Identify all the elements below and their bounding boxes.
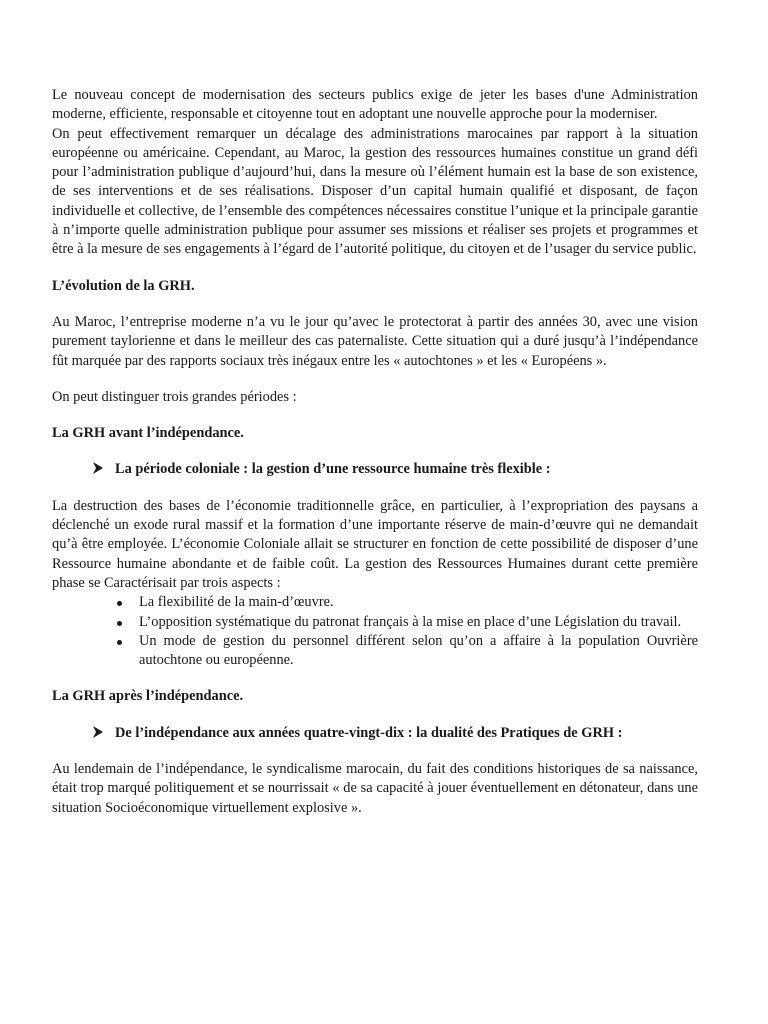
subheading-text: De l’indépendance aux années quatre-vingt-dix : la dualité des Pratiques de GRH :	[115, 724, 623, 741]
heading-grh-apres-independance: La GRH après l’indépendance.	[52, 688, 244, 705]
arrowhead-bullet-icon	[92, 725, 115, 737]
list-item	[139, 632, 698, 671]
periode-coloniale-paragraph: La destruction des bases de l’économie traditionnelle grâce, en particulier, à l’expropriation des paysans a déclenché un exode rural massif et la formation d’une importante réserve de main-d’œuvre qui ne demandait qu’à être employée. L’économie Coloniale allait se structurer en fonction de cette possibilité de disposer d’une Ressource humaine abondante et de faible coût. La gestion des Ressources Humaines durant cette première phase se Caractérisait par trois aspects :	[52, 497, 698, 591]
subheading-text: La période coloniale : la gestion d’une ressource humaine très flexible :	[115, 461, 551, 478]
round-bullet-icon	[117, 621, 122, 626]
evolution-paragraph-1: Au Maroc, l’entreprise moderne n’a vu le jour qu’avec le protectorat à partir des années 30, avec une vision purement taylorienne et dans le meilleur des cas paternaliste. Cette situation qui a duré jusqu’à l’indépendance fût marquée par des rapports sociaux très inégaux entre les « autochtones » et les « Européens ».	[52, 313, 698, 369]
list-item-text: Un mode de gestion du personnel différent selon qu’on a affaire à la population Ouvrière autochtone ou européenne.	[139, 632, 698, 669]
list-item	[139, 593, 698, 612]
evolution-paragraph-2: On peut distinguer trois grandes périodes :	[52, 388, 297, 405]
round-bullet-icon	[117, 640, 122, 645]
subheading-dualite-pratiques	[92, 724, 698, 743]
round-bullet-icon	[117, 601, 122, 606]
heading-evolution-grh: L’évolution de la GRH.	[52, 277, 195, 294]
heading-grh-avant-independance: La GRH avant l’indépendance.	[52, 425, 244, 442]
intro-paragraph-2: On peut effectivement remarquer un décalage des administrations marocaines par rapport à la situation européenne ou américaine. Cependant, au Maroc, la gestion des ressources humaines constitue un grand défi pour l’administration publique d’aujourd’hui, dans la mesure où l’élément humain est la base de son existence, de ses interventions et de ses réalisations. Disposer d’un capital humain qualifié et disposant, de façon individuelle et collective, de l’ensemble des compétences nécessaires constitue l’unique et la principale garantie à n’importe quelle administration publique pour assumer ses missions et réaliser ses projets et programmes et être à la mesure de ses engagements à l’égard de l’autorité politique, du citoyen et de l’usager du service public.	[52, 125, 698, 258]
list-item-text: L’opposition systématique du patronat français à la mise en place d’une Législation du travail.	[139, 613, 682, 630]
list-item	[139, 613, 698, 632]
apres-independance-paragraph: Au lendemain de l’indépendance, le syndicalisme marocain, du fait des conditions historiques de sa naissance, était trop marqué politiquement et se nourrissait « de sa capacité à jouer éventuellement en détonateur, dans une situation Socioéconomique virtuellement explosive ».	[52, 761, 698, 816]
aspects-list	[52, 593, 698, 670]
list-item-text: La flexibilité de la main-d’œuvre.	[139, 594, 334, 611]
subheading-periode-coloniale	[92, 460, 698, 479]
arrowhead-bullet-icon	[92, 461, 115, 473]
document-page	[52, 86, 698, 818]
intro-paragraph-1: Le nouveau concept de modernisation des secteurs publics exige de jeter les bases d'une Administration moderne, efficiente, responsable et citoyenne tout en adoptant une nouvelle approche pour la moderniser.	[52, 87, 698, 123]
